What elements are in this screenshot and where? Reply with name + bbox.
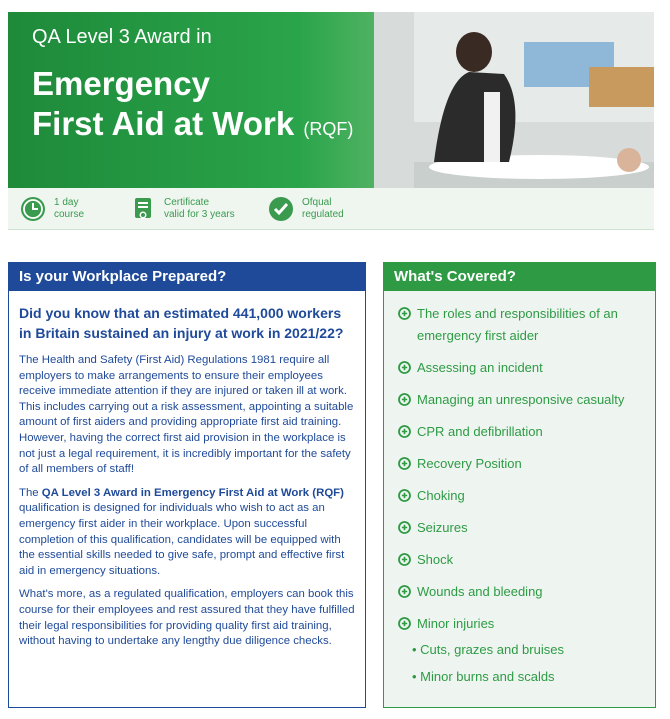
feature-certificate xyxy=(130,196,244,222)
covered-item-label: Seizures xyxy=(417,520,468,535)
covered-item-label: Managing an unresponsive casualty xyxy=(417,392,625,407)
circle-plus-bullet-icon xyxy=(398,361,411,374)
covered-item xyxy=(398,613,645,635)
feature-regulated-line1: Ofqual xyxy=(302,197,332,208)
covered-item xyxy=(398,517,645,539)
covered-item-label: CPR and defibrillation xyxy=(417,424,543,439)
feature-duration xyxy=(20,196,134,222)
page-title xyxy=(32,64,353,149)
certificate-icon xyxy=(130,196,156,222)
covered-item xyxy=(398,549,645,571)
title-line-2: First Aid at Work xyxy=(32,105,295,142)
banner-pre-title: QA Level 3 Award in xyxy=(32,26,212,48)
qualification-name: QA Level 3 Award in Emergency First Aid at Work (RQF) xyxy=(41,486,344,499)
covered-item-label: Minor injuries xyxy=(417,616,495,631)
workplace-prepared-card xyxy=(8,262,366,708)
circle-plus-bullet-icon xyxy=(398,307,411,320)
feature-duration-line1: 1 day xyxy=(54,197,79,208)
regulated-paragraph: What's more, as a regulated qualification, employers can book this course for their employees and rest assured that they have fulfilled their legal responsibilities for providing quality first aid training, without having to undertake any lengthy due diligence checks. xyxy=(19,588,355,648)
feature-regulated xyxy=(268,196,382,222)
covered-item-label: Assessing an incident xyxy=(417,360,543,375)
covered-item-label: The roles and responsibilities of an emergency first aider xyxy=(417,306,618,343)
feature-certificate-line1: Certificate xyxy=(164,197,210,208)
qualification-post: qualification is designed for individuals who wish to act as an emergency first aider in their workplace. Upon successful completion of this qualification, candidates will be equipped with the essential skills needed to give safe, prompt and effective first aid in emergency situations. xyxy=(19,502,345,577)
circle-plus-bullet-icon xyxy=(398,617,411,630)
circle-plus-bullet-icon xyxy=(398,521,411,534)
covered-item-label: Shock xyxy=(417,552,454,567)
circle-plus-bullet-icon xyxy=(398,585,411,598)
title-suffix: (RQF) xyxy=(303,119,354,139)
circle-plus-bullet-icon xyxy=(398,393,411,406)
covered-list xyxy=(384,291,655,635)
covered-item xyxy=(398,581,645,603)
qualification-pre: The xyxy=(19,486,42,499)
feature-certificate-line2: valid for 3 years xyxy=(164,209,235,220)
workplace-prepared-heading: Is your Workplace Prepared? xyxy=(9,263,365,291)
whats-covered-heading: What's Covered? xyxy=(384,263,655,291)
covered-item-label: Choking xyxy=(417,488,465,503)
covered-item xyxy=(398,485,645,507)
header-banner xyxy=(8,12,654,188)
banner-photo xyxy=(374,12,654,188)
feature-regulated-line2: regulated xyxy=(302,209,344,220)
title-line-1: Emergency xyxy=(32,65,210,102)
minor-injury-subitem: • Minor burns and scalds xyxy=(412,669,555,684)
covered-item-label: Recovery Position xyxy=(417,456,522,471)
circle-plus-bullet-icon xyxy=(398,553,411,566)
clock-icon xyxy=(20,196,46,222)
covered-item xyxy=(398,421,645,443)
covered-item xyxy=(398,453,645,475)
checkmark-badge-icon xyxy=(268,196,294,222)
covered-item xyxy=(398,303,645,347)
covered-item xyxy=(398,357,645,379)
minor-injuries-sublist xyxy=(384,639,655,688)
circle-plus-bullet-icon xyxy=(398,457,411,470)
lead-question: Did you know that an estimated 441,000 workers in Britain sustained an injury at work in 2021/22? xyxy=(19,305,344,341)
circle-plus-bullet-icon xyxy=(398,489,411,502)
covered-item-label: Wounds and bleeding xyxy=(417,584,543,599)
covered-item xyxy=(398,389,645,411)
circle-plus-bullet-icon xyxy=(398,425,411,438)
qualification-paragraph xyxy=(19,486,355,580)
regulations-paragraph: The Health and Safety (First Aid) Regulations 1981 require all employers to make arrangements to ensure their employees receive immediate attention if they are injured or taken ill at work. This includes carrying out a risk assessment, appointing a suitable amount of first aiders and providing appropriate first aid training. However, having the correct first aid provision in the workplace is not just a legal requirement, it is incredibly important for the safety of all members of staff! xyxy=(19,354,354,476)
minor-injury-subitem: • Cuts, grazes and bruises xyxy=(412,642,564,657)
feature-strip xyxy=(8,188,654,230)
feature-duration-line2: course xyxy=(54,209,85,220)
whats-covered-card xyxy=(383,262,656,708)
